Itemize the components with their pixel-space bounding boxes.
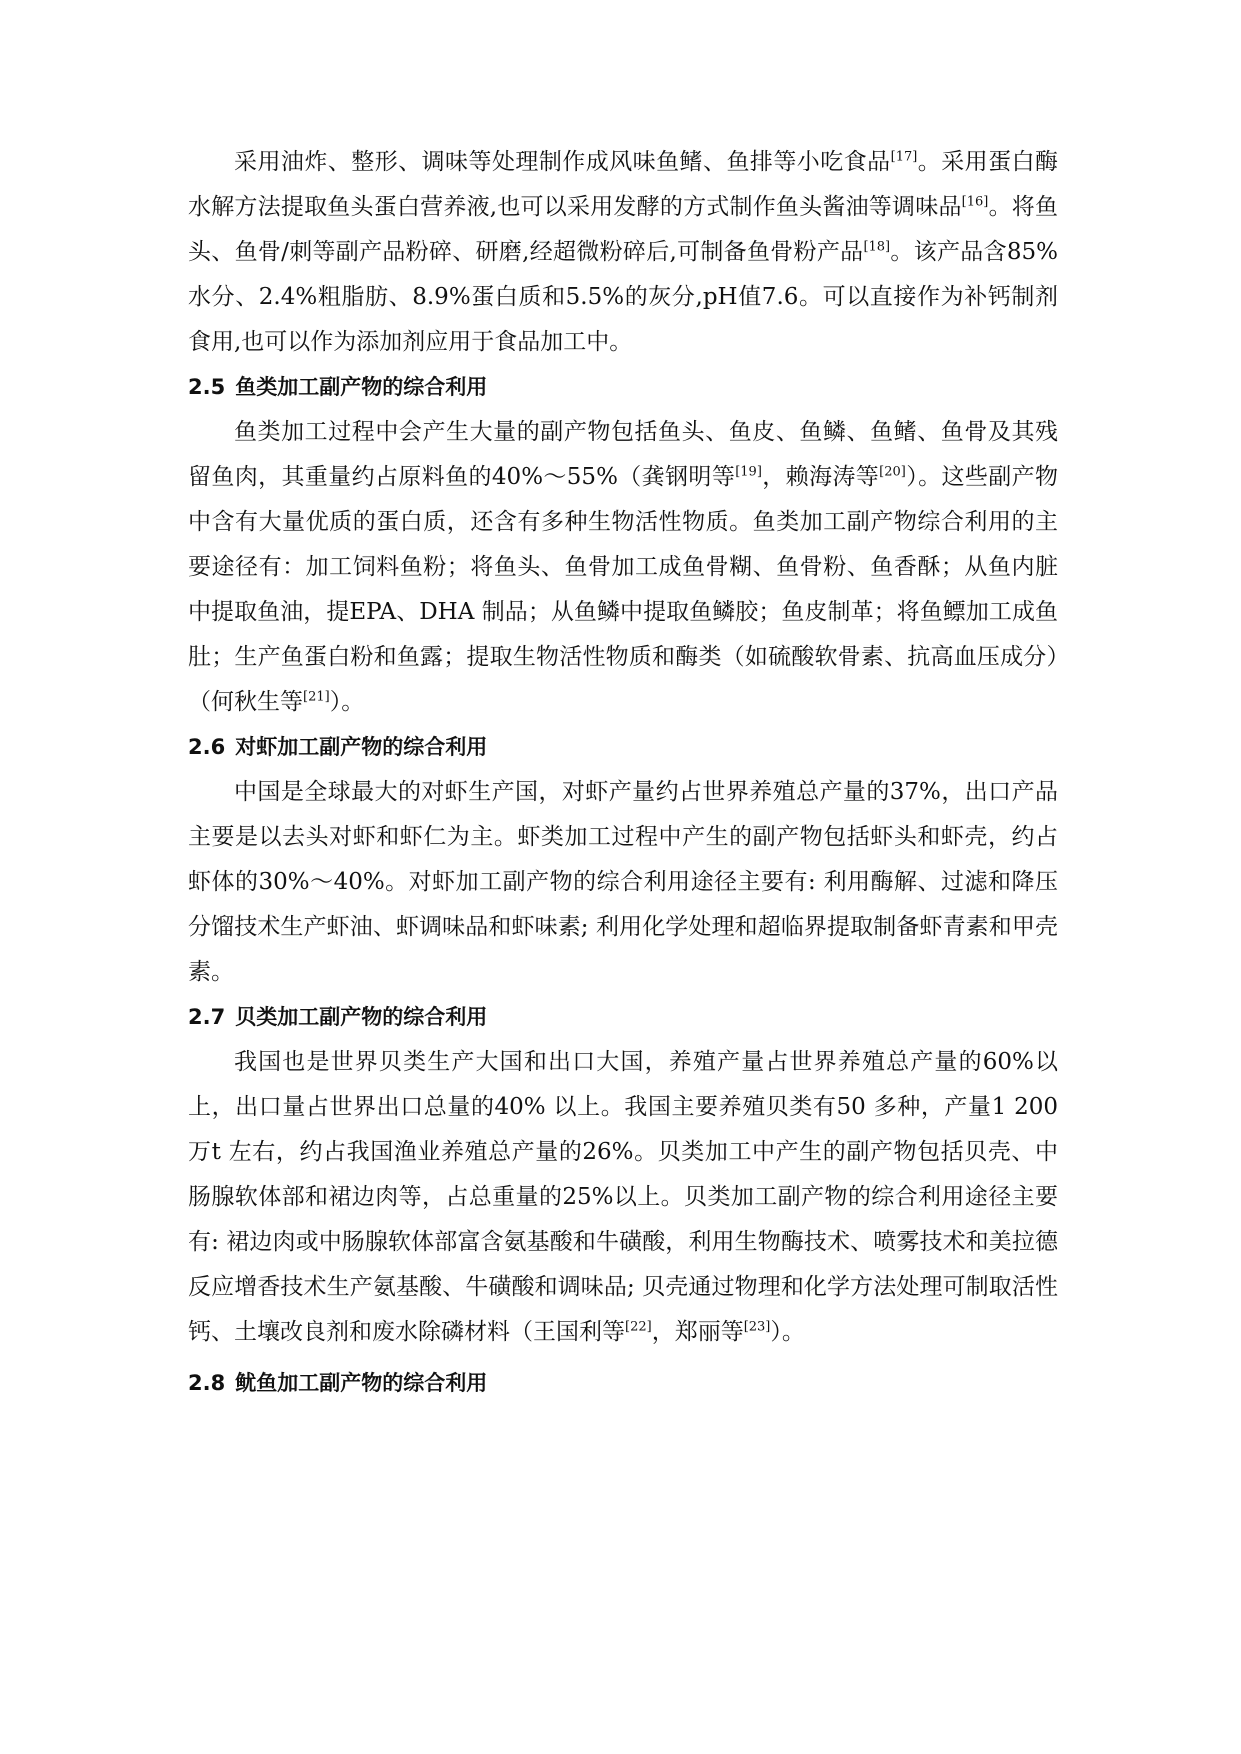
citation-ref[interactable]: [18] <box>863 239 891 255</box>
section-heading-2-7: 2.7 贝类加工副产物的综合利用 <box>188 1005 488 1029</box>
paragraph-shrimp-byproducts: 中国是全球最大的对虾生产国，对虾产量约占世界养殖总产量的37%，出口产品主要是以去头对虾和虾仁为主。虾类加工过程中产生的副产物包括虾头和虾壳，约占虾体的30%～40%。对虾加工副产物的综合利用途径主要有: 利用酶解、过滤和降压分馏技术生产虾油、虾调味品和虾味素; 利用化学处理和超临界提取制备虾青素和甲壳素。 <box>188 779 1058 985</box>
citation-ref[interactable]: [21] <box>303 689 330 705</box>
citation-ref[interactable]: [17] <box>890 149 918 165</box>
citation-ref[interactable]: [16] <box>961 194 989 210</box>
citation-ref[interactable]: [23] <box>743 1319 771 1335</box>
citation-ref[interactable]: [22] <box>625 1319 652 1335</box>
paragraph-shellfish-byproducts: 我国也是世界贝类生产大国和出口大国，养殖产量占世界养殖总产量的60%以上，出口量占世界出口总量的40% 以上。我国主要养殖贝类有50 多种，产量1 200 万t 左右，约占我国渔业养殖总产量的26%。贝类加工中产生的副产物包括贝壳、中肠腺软体部和裙边肉等，占总重量的25%以上。贝类加工副产物的综合利用途径主要有: 裙边肉或中肠腺软体部富含氨基酸和牛磺酸，利用生物酶技术、喷雾技术和美拉德反应增香技术生产氨基酸、牛磺酸和调味品; 贝壳通过物理和化学方法处理可制取活性钙、土壤改良剂和废水除磷材料（王国利等[22]，郑丽等[23]）。 <box>188 1049 1058 1345</box>
paragraph-fish-byproducts: 鱼类加工过程中会产生大量的副产物包括鱼头、鱼皮、鱼鳞、鱼鳍、鱼骨及其残留鱼肉，其重量约占原料鱼的40%～55%（龚钢明等[19]，赖海涛等[20]）。这些副产物中含有大量优质的蛋白质，还含有多种生物活性物质。鱼类加工副产物综合利用的主要途径有：加工饲料鱼粉；将鱼头、鱼骨加工成鱼骨糊、鱼骨粉、鱼香酥；从鱼内脏中提取鱼油，提EPA、DHA 制品；从鱼鳞中提取鱼鳞胶；鱼皮制革；将鱼鳔加工成鱼肚；生产鱼蛋白粉和鱼露；提取生物活性物质和酶类（如硫酸软骨素、抗高血压成分）（何秋生等[21]）。 <box>188 419 1059 715</box>
section-heading-2-6: 2.6 对虾加工副产物的综合利用 <box>188 735 488 759</box>
section-heading-2-5: 2.5 鱼类加工副产物的综合利用 <box>188 375 488 399</box>
paragraph-fish-head-products: 采用油炸、整形、调味等处理制作成风味鱼鳍、鱼排等小吃食品[17]。采用蛋白酶水解方法提取鱼头蛋白营养液,也可以采用发酵的方式制作鱼头酱油等调味品[16]。将鱼头、鱼骨/刺等副产品粉碎、研磨,经超微粉碎后,可制备鱼骨粉产品[18]。该产品含85%水分、2.4%粗脂肪、8.9%蛋白质和5.5%的灰分,pH值7.6。可以直接作为补钙制剂食用,也可以作为添加剂应用于食品加工中。 <box>188 149 1059 355</box>
section-heading-2-8: 2.8 鱿鱼加工副产物的综合利用 <box>188 1371 488 1395</box>
document-page <box>188 140 1058 1406</box>
citation-ref[interactable]: [20] <box>879 464 906 480</box>
citation-ref[interactable]: [19] <box>735 464 762 480</box>
